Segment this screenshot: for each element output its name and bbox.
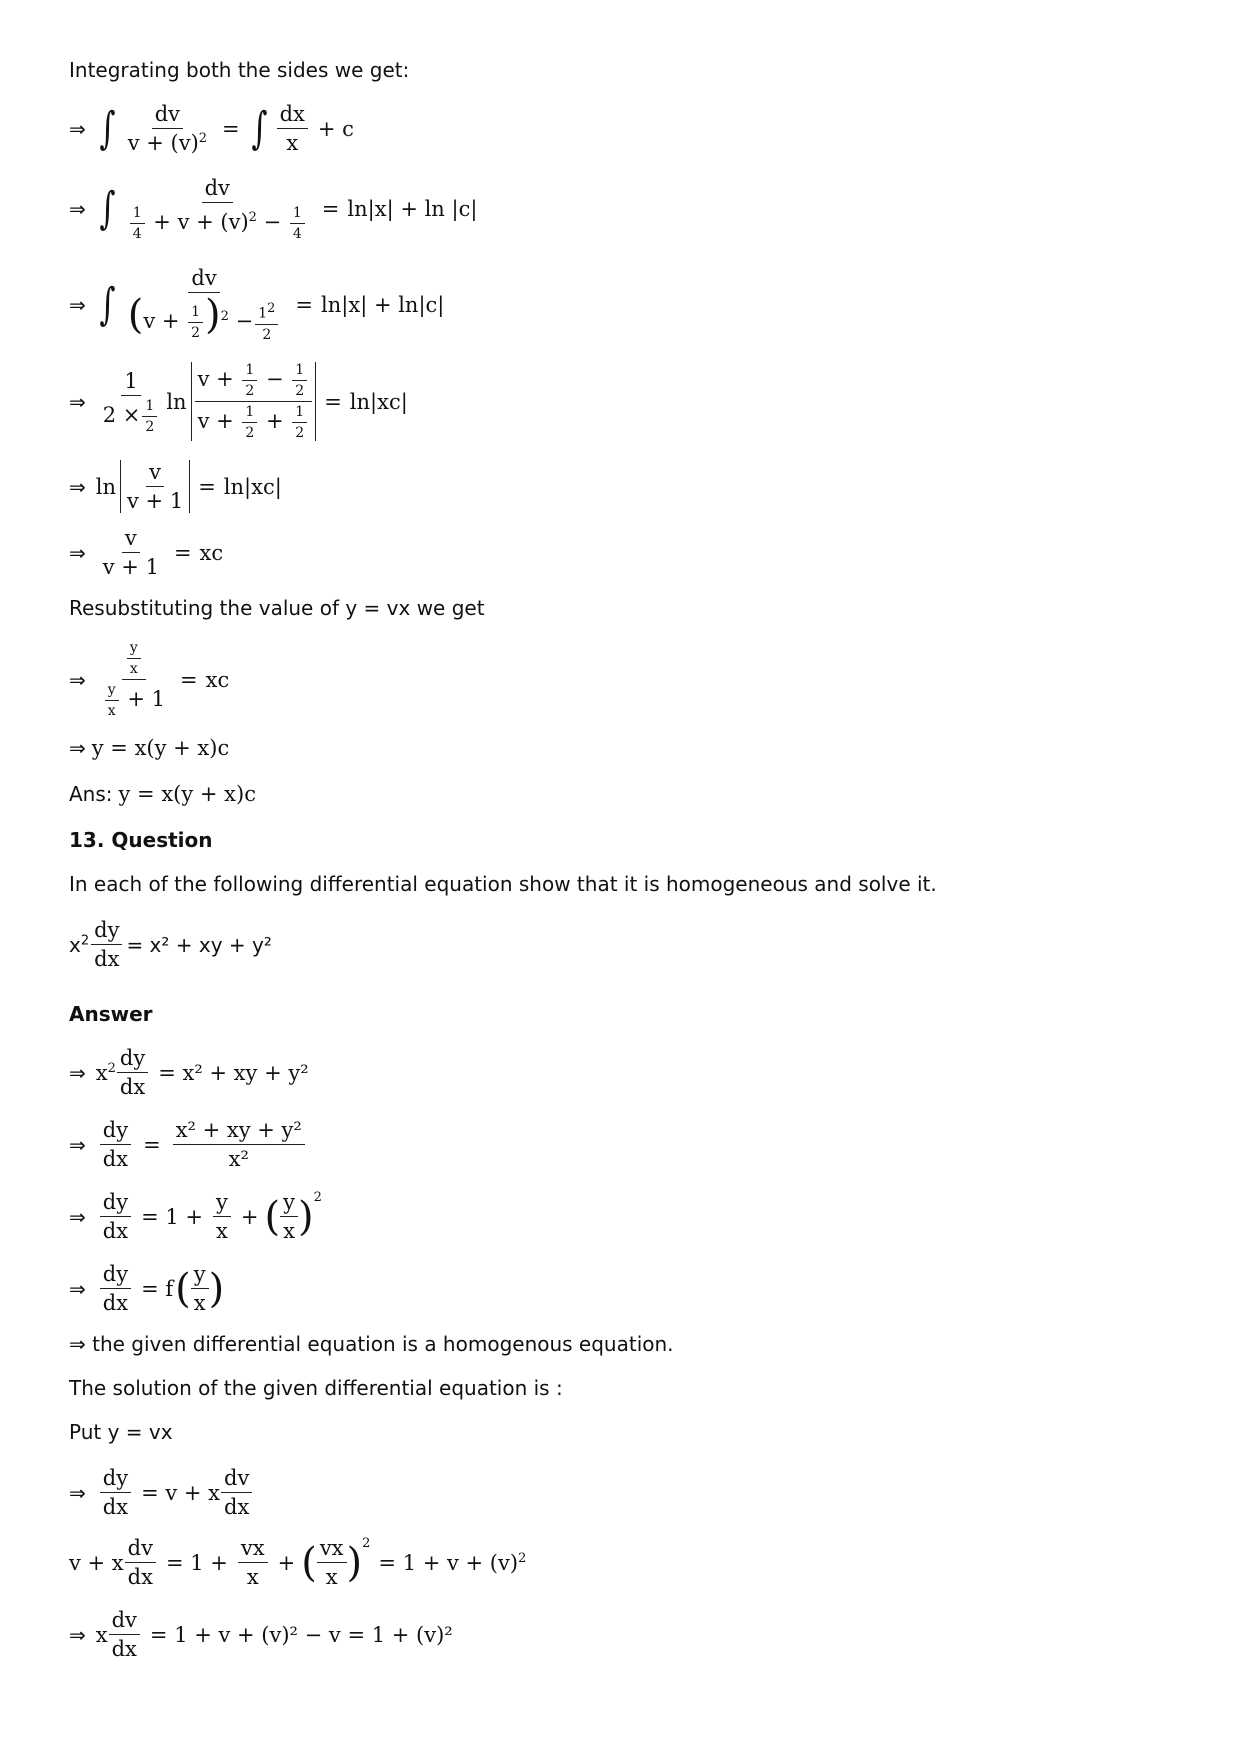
integral-sign: ∫ bbox=[99, 102, 116, 154]
equation-log-1: ⇒ 1 2 × $\frac{1}{2}$ ln v + $\frac{1}{2}$ − $\frac{1}{2}$ v + $\frac{1}{2}$ + $\frac{1}{2}$ = ln|xc| bbox=[69, 362, 408, 442]
equation-a6: v + x $\frac{dv}{dx}$ = 1 + $\frac{vx}{x}$ + ( $\frac{vx}{x}$ ) $^2$ = $1 + v + (v)^2$ bbox=[69, 1536, 527, 1590]
equation-ratio: ⇒ $\frac{v}{v + 1}$ = xc bbox=[69, 526, 224, 580]
equation-a2: ⇒ $\frac{dy}{dx}$ = $\frac{\text{x² + xy + y²}}{\text{x²}}$ bbox=[69, 1118, 309, 1171]
answer-line: Ans: y = x(y + x)c bbox=[69, 782, 256, 806]
implies-arrow: ⇒ bbox=[69, 736, 86, 760]
fraction: dv (v + $\frac{1}{2}$ )$^2$ − $\frac{1^2}{2}$ bbox=[125, 266, 284, 343]
integral-sign: ∫ bbox=[251, 102, 268, 154]
implies-arrow: ⇒ bbox=[69, 1480, 86, 1505]
implies-arrow: ⇒ bbox=[69, 197, 86, 222]
integral-sign: ∫ bbox=[99, 183, 116, 235]
resubstituting-text: Resubstituting the value of y = vx we get bbox=[69, 596, 485, 620]
implies-arrow: ⇒ bbox=[69, 540, 86, 565]
integrating-text: Integrating both the sides we get: bbox=[69, 58, 410, 82]
equation-integral-2: ⇒ ∫ dv $\frac{1}{4}$ + $v + (v)^2$ − $\frac{1}{4}$ = ln|x| + ln |c| bbox=[69, 176, 478, 243]
equation-integral-1: ⇒ ∫ $\frac{dv}{v + (v)^2}$ = ∫ $\frac{dx}{x}$ + c bbox=[69, 102, 354, 156]
equation-a4: ⇒ $\frac{dy}{dx}$ = f ( $\frac{y}{x}$ ) bbox=[69, 1262, 225, 1316]
solution-intro: The solution of the given differential equation is : bbox=[69, 1376, 563, 1400]
equation-a7: ⇒ x $\frac{dv}{dx}$ = 1 + v + (v)² − v = 1 + (v)² bbox=[69, 1608, 453, 1662]
equation-result: ⇒ y = x(y + x)c bbox=[69, 736, 230, 760]
implies-arrow: ⇒ bbox=[69, 292, 86, 317]
fraction: 1 2 × $\frac{1}{2}$ bbox=[100, 369, 163, 435]
equation-log-2: ⇒ ln $\frac{v}{v + 1}$ = ln|xc| bbox=[69, 460, 282, 514]
implies-arrow: ⇒ bbox=[69, 389, 86, 414]
answer-heading: Answer bbox=[69, 1002, 153, 1026]
implies-arrow: ⇒ bbox=[69, 1622, 86, 1647]
homogenous-note: ⇒ the given differential equation is a homogenous equation. bbox=[69, 1332, 674, 1356]
implies-arrow: ⇒ bbox=[69, 474, 86, 499]
fraction: $\frac{dx}{x}$ bbox=[277, 102, 308, 155]
equation-integral-3: ⇒ ∫ dv (v + $\frac{1}{2}$ )$^2$ − $\frac{1^2}{2}$ = ln|x| + ln|c| bbox=[69, 266, 445, 343]
put-substitution: Put y = vx bbox=[69, 1420, 173, 1444]
equation-a1: ⇒ $x^2$ $\frac{dy}{dx}$ = x² + xy + y² bbox=[69, 1046, 309, 1100]
equation-a5: ⇒ $\frac{dy}{dx}$ = v + x $\frac{dv}{dx}$ bbox=[69, 1466, 256, 1519]
integral-sign: ∫ bbox=[99, 278, 116, 330]
implies-arrow: ⇒ bbox=[69, 1060, 86, 1085]
equation-resubstituted: ⇒ $\frac{y}{x}$ $\frac{y}{x}$ + 1 = xc bbox=[69, 640, 230, 720]
implies-arrow: ⇒ bbox=[69, 1204, 86, 1229]
implies-arrow: ⇒ bbox=[69, 1276, 86, 1301]
question-heading: 13. Question bbox=[69, 828, 213, 852]
fraction: $\frac{dv}{v + (v)^2}$ bbox=[127, 102, 208, 156]
question-text: In each of the following differential equation show that it is homogeneous and solve it. bbox=[69, 872, 937, 896]
question-equation: $x^2$ $\frac{dy}{dx}$ = x² + xy + y² bbox=[69, 918, 272, 972]
implies-arrow: ⇒ bbox=[69, 667, 86, 692]
fraction: dv $\frac{1}{4}$ + $v + (v)^2$ − $\frac{1}{4}$ bbox=[125, 176, 310, 242]
implies-arrow: ⇒ bbox=[69, 116, 86, 141]
equation-a3: ⇒ $\frac{dy}{dx}$ = 1 + $\frac{y}{x}$ + ( $\frac{y}{x}$ ) $^2$ bbox=[69, 1190, 322, 1244]
implies-arrow: ⇒ bbox=[69, 1132, 86, 1157]
